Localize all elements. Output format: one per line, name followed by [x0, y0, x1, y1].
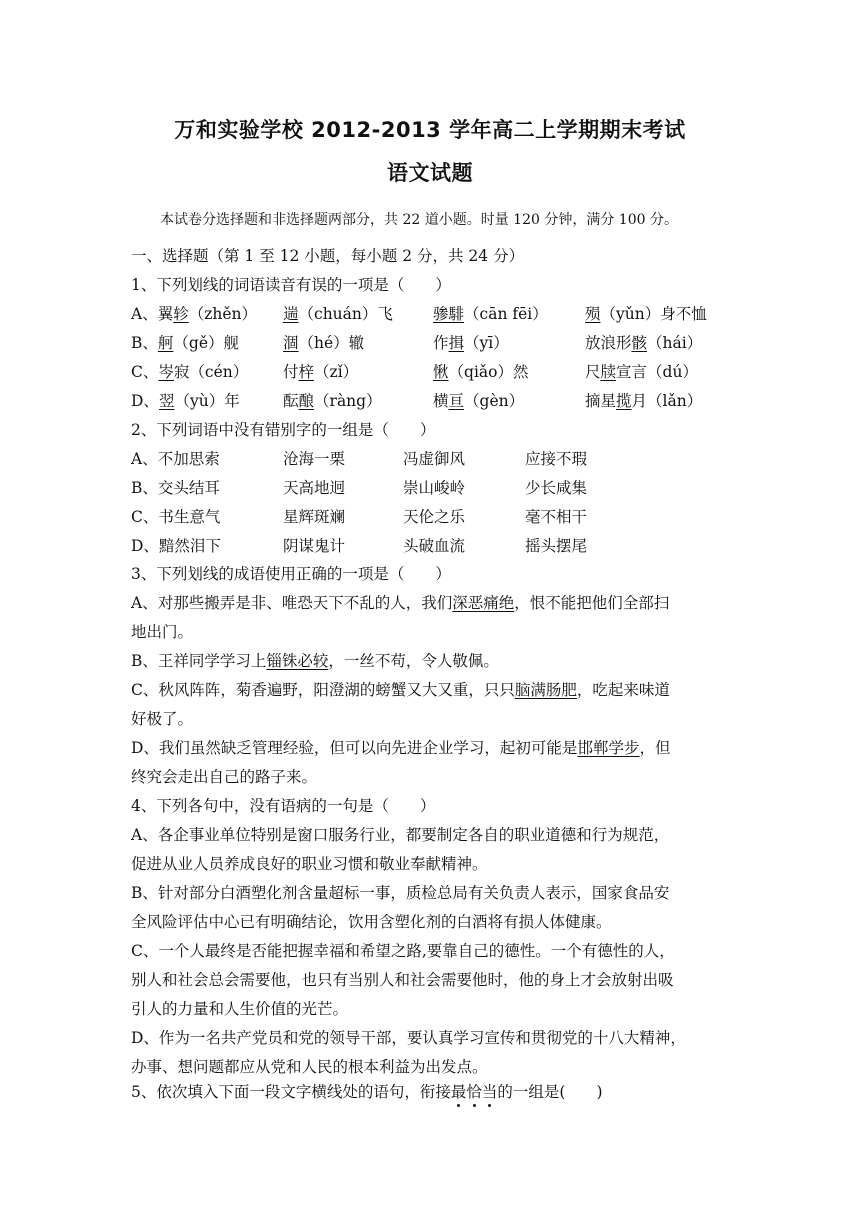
- option-text: ，吃起来味道: [576, 681, 670, 699]
- exam-intro: 本试卷分选择题和非选择题两部分，共 22 道小题。时量 120 分钟，满分 100 分。: [160, 212, 678, 228]
- option-text: 摘星: [585, 392, 617, 410]
- option-text: B、交头结耳: [131, 479, 220, 497]
- pinyin: （gě）舰: [173, 334, 240, 352]
- question-3-option-a: [131, 593, 731, 613]
- underlined-char: 轸: [173, 305, 189, 323]
- option-text: 沧海一栗: [283, 450, 346, 468]
- option-text: 头破血流: [403, 537, 466, 555]
- option-text: 崇山峻岭: [403, 479, 466, 497]
- option-text: ，但: [639, 739, 671, 757]
- option-text: D、黯然泪下: [131, 537, 221, 555]
- option-text: 毫不相干: [525, 508, 588, 526]
- option-text: D、: [131, 392, 159, 410]
- question-2-option-c: [131, 507, 731, 527]
- question-1-option-b: [131, 333, 731, 353]
- pinyin: （hé）辙: [298, 334, 365, 352]
- question-4-option-b: B、针对部分白酒塑化剂含量超标一事，质检总局有关负责人表示，国家食品安: [131, 884, 670, 902]
- option-text: 酝: [283, 392, 299, 410]
- emphasis-char: 最: [450, 1083, 467, 1101]
- pinyin: （zǐ）: [314, 363, 359, 381]
- option-text: 冯虚御风: [403, 450, 466, 468]
- underlined-char: 翌: [158, 392, 175, 410]
- pinyin: 寂（cén）: [173, 363, 249, 381]
- option-text: 尺: [585, 363, 601, 381]
- underlined-char: 殒: [585, 305, 601, 323]
- question-3-option-a-cont: 地出门。: [131, 623, 194, 641]
- question-2-option-b: [131, 478, 731, 498]
- option-text: ，一丝不苟，令人敬佩。: [328, 652, 499, 670]
- question-4-option-d: D、作为一名共产党员和党的领导干部，要认真学习宣传和贯彻党的十八大精神，: [131, 1029, 686, 1047]
- pinyin: 宣言（dú）: [616, 363, 698, 381]
- underlined-idiom: 邯郸学步: [577, 739, 640, 757]
- page-title: 万和实验学校 2012-2013 学年高二上学期期末考试: [174, 118, 686, 142]
- question-4-option-a-cont: 促进从业人员养成良好的职业习惯和敬业奉献精神。: [131, 855, 488, 873]
- option-text: C、书生意气: [131, 508, 221, 526]
- underlined-idiom: 锱铢必较: [266, 652, 329, 670]
- option-text: 阴谋鬼计: [283, 537, 346, 555]
- question-3-stem: 3、下列划线的成语使用正确的一项是（ ）: [131, 565, 451, 583]
- page-subtitle: 语文试题: [387, 161, 473, 185]
- pinyin: （cān fēi）: [464, 305, 548, 323]
- pinyin: （hái）: [647, 334, 703, 352]
- underlined-char: 涸: [283, 334, 299, 352]
- underlined-char: 梓: [298, 363, 315, 381]
- option-text: 作: [433, 334, 449, 352]
- option-text: C、: [131, 363, 159, 381]
- underlined-char: 酿: [298, 392, 315, 410]
- section-heading: 一、选择题（第 1 至 12 小题，每小题 2 分，共 24 分）: [131, 247, 525, 265]
- pinyin: （gèn）: [464, 392, 525, 410]
- option-text: 应接不瑕: [525, 450, 588, 468]
- question-3-option-d-cont: 终究会走出自己的路子来。: [131, 768, 318, 786]
- question-1-option-d: [131, 391, 731, 411]
- option-text: D、我们虽然缺乏管理经验，但可以向先进企业学习，起初可能是: [131, 739, 578, 757]
- question-1-option-c: [131, 362, 731, 382]
- question-3-option-b: [131, 651, 731, 671]
- question-2-option-d: [131, 536, 731, 556]
- option-text: ，恨不能把他们全部扫: [514, 594, 670, 612]
- underlined-idiom: 脑满肠肥: [514, 681, 577, 699]
- question-4-option-c-cont: 别人和社会总会需要他，也只有当别人和社会需要他时，他的身上才会放射出吸: [131, 971, 674, 989]
- question-4-option-d-cont: 办事、想问题都应从党和人民的根本利益为出发点。: [131, 1058, 488, 1076]
- option-text: 摇头摆尾: [525, 537, 588, 555]
- question-4-option-b-cont: 全风险评估中心已有明确结论，饮用含塑化剂的白酒将有损人体健康。: [131, 913, 612, 931]
- pinyin: （zhěn）: [188, 305, 258, 323]
- emphasis-char: 当: [481, 1083, 498, 1101]
- question-1-option-a: [131, 304, 731, 324]
- underlined-char: 遄: [283, 305, 299, 323]
- stem-text: 的一组是( ): [497, 1083, 603, 1101]
- option-text: 放浪形: [585, 334, 632, 352]
- question-1-stem: 1、下列划线的词语读音有误的一项是（ ）: [131, 276, 451, 294]
- underlined-char: 愀: [433, 363, 449, 381]
- question-4-option-a: A、各企事业单位特别是窗口服务行业，都要制定各自的职业道德和行为规范，: [131, 826, 670, 844]
- question-5-stem: [131, 1082, 731, 1102]
- option-text: 少长咸集: [525, 479, 588, 497]
- underlined-char: 揽: [616, 392, 632, 410]
- underlined-char: 揖: [448, 334, 465, 352]
- pinyin: （ràng）: [314, 392, 382, 410]
- underlined-char: 牍: [600, 363, 617, 381]
- question-3-option-d: [131, 738, 731, 758]
- question-4-option-c: C、一个人最终是否能把握幸福和希望之路,要靠自己的德性。一个有德性的人，: [131, 942, 675, 960]
- option-text: 天高地迥: [283, 479, 346, 497]
- option-text: 天伦之乐: [403, 508, 466, 526]
- stem-text: 5、依次填入下面一段文字横线处的语句，衔接: [131, 1083, 451, 1101]
- option-text: 付: [283, 363, 299, 381]
- pinyin: （yǔn）身不恤: [600, 305, 707, 323]
- underlined-char: 骖騑: [433, 305, 465, 323]
- option-text: 横: [433, 392, 449, 410]
- pinyin: （yù）年: [174, 392, 240, 410]
- emphasis-char: 恰: [466, 1083, 482, 1101]
- underlined-char: 舸: [157, 334, 174, 352]
- question-3-option-c: [131, 680, 731, 700]
- question-4-option-c-cont2: 引人的力量和人生价值的光芒。: [131, 1000, 349, 1018]
- pinyin: 月（lǎn）: [631, 392, 703, 410]
- option-text: 星辉斑斓: [283, 508, 346, 526]
- underlined-char: 骸: [631, 334, 648, 352]
- underlined-char: 亘: [448, 392, 465, 410]
- question-2-stem: 2、下列词语中没有错别字的一组是（ ）: [131, 421, 436, 439]
- question-4-stem: 4、下列各句中，没有语病的一句是（ ）: [131, 797, 436, 815]
- pinyin: （chuán）飞: [298, 305, 393, 323]
- option-text: C、秋风阵阵，菊香遍野，阳澄湖的螃蟹又大又重，只只: [131, 681, 515, 699]
- option-text: B、王祥同学学习上: [131, 652, 267, 670]
- question-2-option-a: [131, 449, 731, 469]
- underlined-idiom: 深恶痛绝: [452, 594, 515, 612]
- question-3-option-c-cont: 好极了。: [131, 710, 194, 728]
- pinyin: （qiǎo）然: [448, 363, 529, 381]
- option-text: A、翼: [131, 305, 174, 323]
- option-text: A、对那些搬弄是非、唯恐天下不乱的人，我们: [131, 594, 453, 612]
- pinyin: （yī）: [464, 334, 509, 352]
- option-text: B、: [131, 334, 158, 352]
- option-text: A、不加思索: [131, 450, 220, 468]
- underlined-char: 岑: [158, 363, 174, 381]
